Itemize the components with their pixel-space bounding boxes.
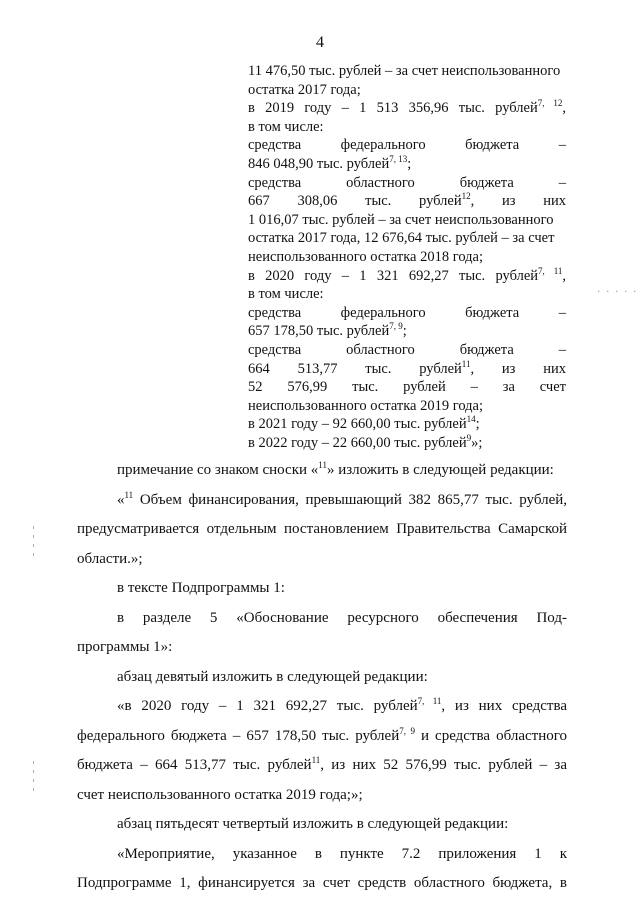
- text-line: в 2021 году – 92 660,00 тыс. рублей$^{14}$;: [248, 414, 480, 433]
- page-number: 4: [316, 34, 324, 51]
- margin-mark: . . . . .: [597, 284, 638, 295]
- funding-column: [248, 62, 566, 452]
- text-line: 11 476,50 тыс. рублей – за счет неиспользованного: [248, 63, 561, 79]
- margin-mark: [30, 520, 38, 556]
- text-line: средства областного бюджета –: [248, 341, 566, 358]
- paragraph-line: в разделе 5 «Обоснование ресурсного обеспечения Под-: [117, 609, 567, 626]
- paragraph-line: «в 2020 году – 1 321 692,27 тыс. рублей$^{7, 11}$, из них средства: [117, 696, 567, 714]
- text-line: неиспользованного остатка 2018 года;: [248, 248, 484, 265]
- paragraph-line: Подпрограмме 1, финансируется за счет средств областного бюджета, в: [77, 875, 567, 891]
- paragraph-line: абзац девятый изложить в следующей редакции:: [117, 668, 428, 685]
- text-line: 664 513,77 тыс. рублей$^{11}$, из них: [248, 358, 566, 377]
- paragraph-line: «Мероприятие, указанное в пункте 7.2 приложения 1 к: [117, 845, 567, 862]
- text-line: 657 178,50 тыс. рублей$^{7, 9}$;: [248, 321, 407, 340]
- margin-mark: [30, 755, 38, 791]
- text-line: в том числе:: [248, 118, 324, 135]
- main-text: [77, 456, 567, 899]
- text-line: в том числе:: [248, 286, 324, 303]
- text-line: остатка 2017 года, 12 676,64 тыс. рублей – за счет: [248, 230, 555, 247]
- text-line: 1 016,07 тыс. рублей – за счет неиспользованного: [248, 211, 554, 228]
- paragraph-line: «$^{11}$ Объем финансирования, превышающий 382 865,77 тыс. рублей,: [117, 489, 567, 508]
- text-line: средства областного бюджета –: [248, 174, 566, 191]
- paragraph-line: бюджета – 664 513,77 тыс. рублей$^{11}$, из них 52 576,99 тыс. рублей – за: [77, 755, 567, 773]
- paragraph-line: предусматривается отдельным постановлением Правительства Самарской: [77, 521, 567, 537]
- paragraph-line: области.»;: [77, 550, 143, 567]
- paragraph-line: примечание со знаком сноски «$^{11}$» изложить в следующей редакции:: [117, 460, 554, 478]
- paragraph-line: федерального бюджета – 657 178,50 тыс. рублей$^{7, 9}$ и средства областного: [77, 725, 567, 744]
- text-line: 667 308,06 тыс. рублей$^{12}$, из них: [248, 191, 566, 210]
- paragraph-line: счет неиспользованного остатка 2019 года;»;: [77, 786, 363, 803]
- paragraph-line: в тексте Подпрограммы 1:: [117, 580, 285, 596]
- paragraph-line: абзац пятьдесят четвертый изложить в следующей редакции:: [117, 816, 509, 832]
- text-line: средства федерального бюджета –: [248, 304, 566, 321]
- text-line: остатка 2017 года;: [248, 81, 361, 98]
- text-line: в 2022 году – 22 660,00 тыс. рублей$^9$»;: [248, 432, 483, 451]
- text-line: в 2020 году – 1 321 692,27 тыс. рублей$^{7, 11}$,: [248, 265, 566, 284]
- text-line: в 2019 году – 1 513 356,96 тыс. рублей$^{7, 12}$,: [248, 98, 567, 117]
- text-line: неиспользованного остатка 2019 года;: [248, 397, 484, 414]
- paragraph-line: программы 1»:: [77, 639, 173, 655]
- text-line: 846 048,90 тыс. рублей$^{7, 13}$;: [248, 153, 412, 172]
- text-line: 52 576,99 тыс. рублей – за счет: [248, 379, 566, 396]
- text-line: средства федерального бюджета –: [248, 137, 566, 154]
